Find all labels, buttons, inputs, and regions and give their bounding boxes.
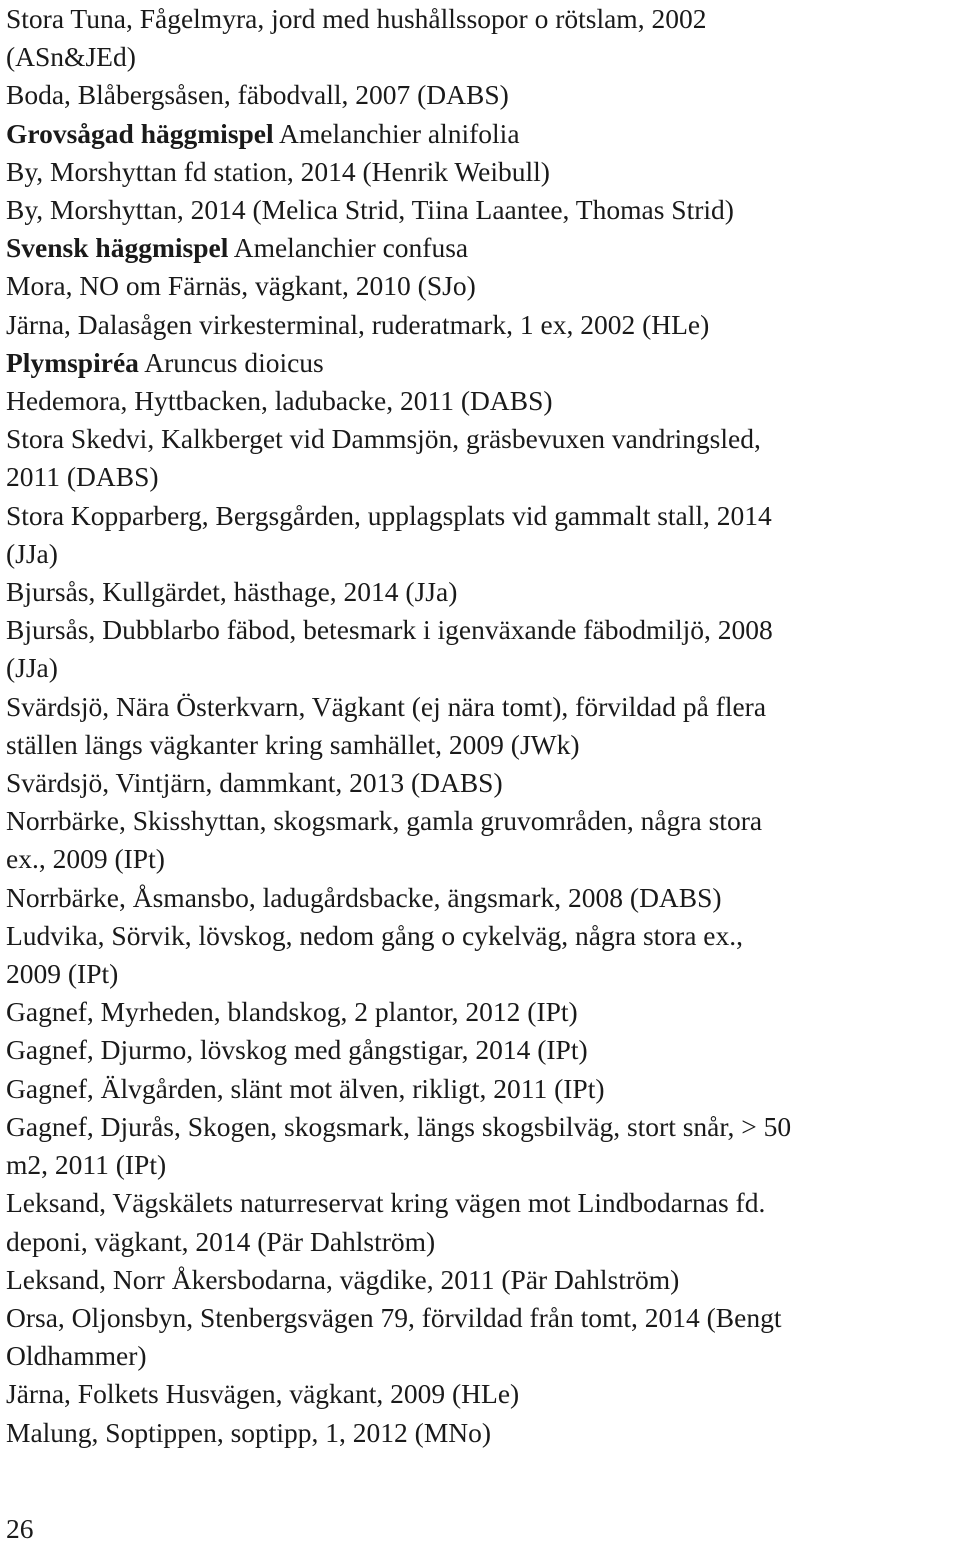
record-line: By, Morshyttan fd station, 2014 (Henrik Weibull) xyxy=(6,155,550,187)
record-line: Gagnef, Djurås, Skogen, skogsmark, längs skogsbilväg, stort snår, > 50 xyxy=(6,1110,792,1142)
record-line: Malung, Soptippen, soptipp, 1, 2012 (MNo) xyxy=(6,1416,492,1448)
document-body xyxy=(6,0,954,1452)
record-line: Gagnef, Älvgården, slänt mot älven, rikligt, 2011 (IPt) xyxy=(6,1072,605,1104)
record-line: (ASn&JEd) xyxy=(6,41,136,73)
record-line: Bjursås, Dubblarbo fäbod, betesmark i igenväxande fäbodmiljö, 2008 xyxy=(6,614,773,646)
record-line: Stora Tuna, Fågelmyra, jord med hushållssopor o rötslam, 2002 xyxy=(6,3,707,34)
species-latin-name: Amelanchier alnifolia xyxy=(273,117,520,149)
page-number: 26 xyxy=(6,1513,34,1544)
species-swedish-name: Grovsågad häggmispel xyxy=(6,117,274,149)
record-line: Norrbärke, Skisshyttan, skogsmark, gamla gruvområden, några stora xyxy=(6,805,763,837)
record-line: Orsa, Oljonsbyn, Stenbergsvägen 79, förvildad från tomt, 2014 (Bengt xyxy=(6,1301,782,1333)
record-line: Järna, Dalasågen virkesterminal, ruderatmark, 1 ex, 2002 (HLe) xyxy=(6,308,710,340)
record-line: Svärdsjö, Nära Österkvarn, Vägkant (ej nära tomt), förvildad på flera xyxy=(6,690,767,722)
species-swedish-name: Svensk häggmispel xyxy=(6,232,229,264)
species-latin-name: Aruncus dioicus xyxy=(138,346,324,378)
record-line: Boda, Blåbergsåsen, fäbodvall, 2007 (DABS) xyxy=(6,79,509,111)
record-line: Ludvika, Sörvik, lövskog, nedom gång o cykelväg, några stora ex., xyxy=(6,919,743,951)
record-line: By, Morshyttan, 2014 (Melica Strid, Tiina Laantee, Thomas Strid) xyxy=(6,194,734,226)
record-line: (JJa) xyxy=(6,537,58,569)
record-line: Gagnef, Djurmo, lövskog med gångstigar, 2014 (IPt) xyxy=(6,1034,588,1066)
record-line: (JJa) xyxy=(6,652,58,684)
record-line: Stora Kopparberg, Bergsgården, upplagsplats vid gammalt stall, 2014 xyxy=(6,499,772,531)
record-line: 2011 (DABS) xyxy=(6,461,159,493)
record-line: Leksand, Norr Åkersbodarna, vägdike, 2011 (Pär Dahlström) xyxy=(6,1263,680,1295)
record-line: Bjursås, Kullgärdet, hästhage, 2014 (JJa) xyxy=(6,576,458,608)
species-heading xyxy=(6,344,954,382)
record-line: Leksand, Vägskälets naturreservat kring vägen mot Lindbodarnas fd. xyxy=(6,1187,766,1219)
record-line: Oldhammer) xyxy=(6,1340,147,1372)
species-latin-name: Amelanchier confusa xyxy=(228,232,469,264)
record-line: ställen längs vägkanter kring samhället, 2009 (JWk) xyxy=(6,728,580,760)
species-heading xyxy=(6,229,954,267)
record-line: Gagnef, Myrheden, blandskog, 2 plantor, 2012 (IPt) xyxy=(6,996,578,1028)
record-line: Mora, NO om Färnäs, vägkant, 2010 (SJo) xyxy=(6,270,476,302)
record-line: Svärdsjö, Vintjärn, dammkant, 2013 (DABS) xyxy=(6,767,503,799)
record-line: Järna, Folkets Husvägen, vägkant, 2009 (HLe) xyxy=(6,1378,520,1410)
record-line: 2009 (IPt) xyxy=(6,958,119,990)
record-line: Hedemora, Hyttbacken, ladubacke, 2011 (DABS) xyxy=(6,385,553,417)
record-line: Norrbärke, Åsmansbo, ladugårdsbacke, ängsmark, 2008 (DABS) xyxy=(6,881,722,913)
record-line: deponi, vägkant, 2014 (Pär Dahlström) xyxy=(6,1225,436,1257)
species-heading xyxy=(6,115,954,153)
record-line: ex., 2009 (IPt) xyxy=(6,843,165,875)
record-line: m2, 2011 (IPt) xyxy=(6,1149,167,1181)
record-line: Stora Skedvi, Kalkberget vid Dammsjön, gräsbevuxen vandringsled, xyxy=(6,423,761,455)
species-swedish-name: Plymspiréa xyxy=(6,346,139,378)
